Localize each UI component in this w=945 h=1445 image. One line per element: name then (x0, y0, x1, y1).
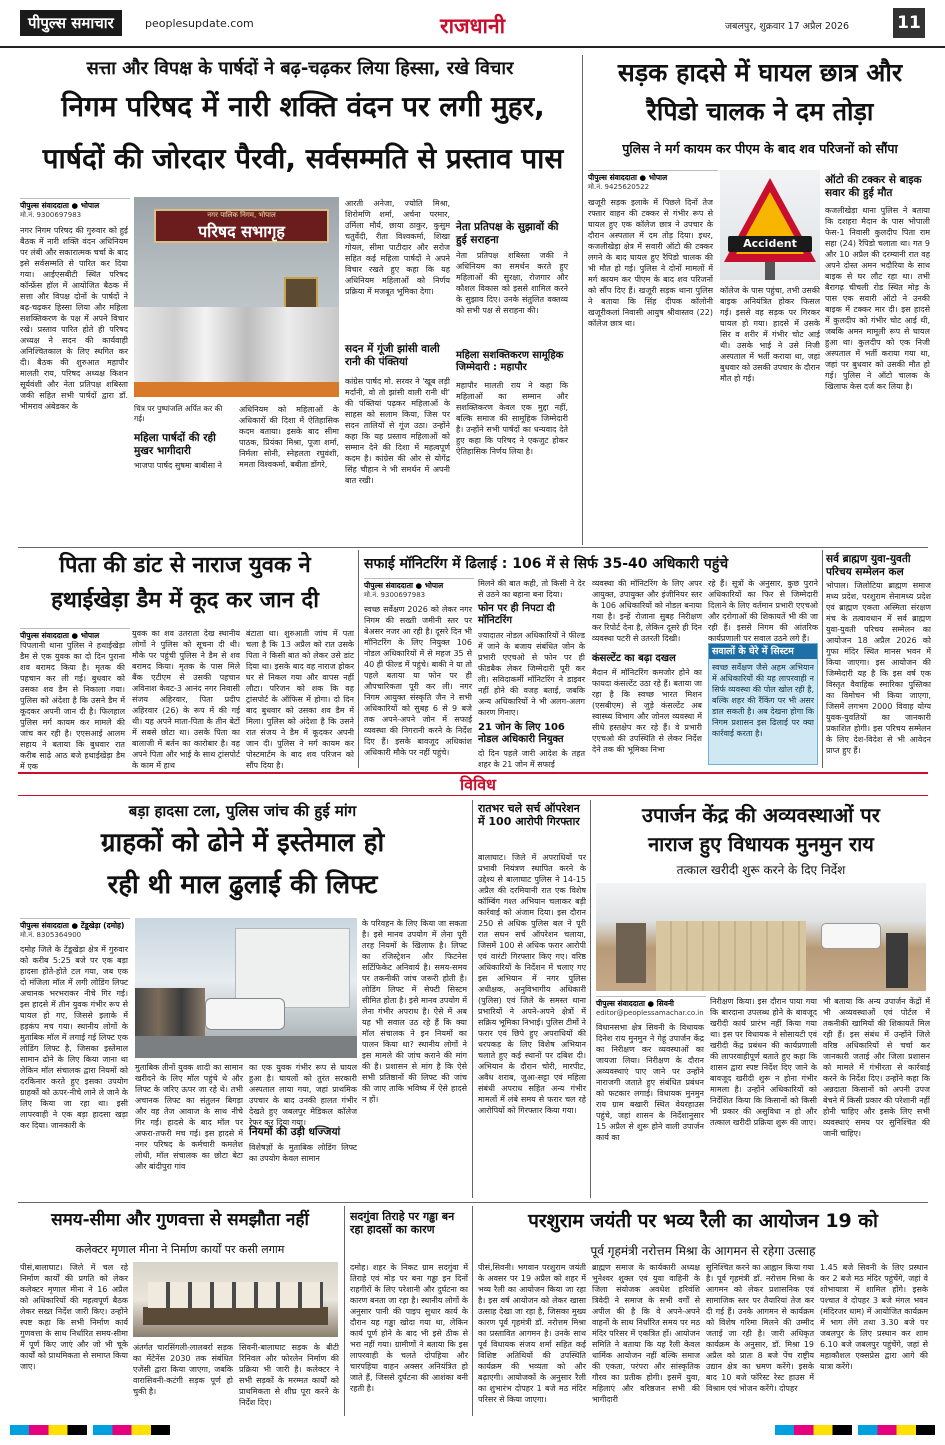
story1-column-3b: अधिनियम को महिलाओं के अधिकारों की दिशा में ऐतिहासिक कदम बताया। इसके बाद सीमा पाठक, प्रियंका मिश्रा, पूजा शर्मा, निर्मला सोनी, स्नेहलता रघुवंशी, ममता विश्वकर्मा, बबीता डोंगरे, (239, 405, 339, 469)
story11-column-3: सुनिश्चित करने का आह्वान किया गया है। पूर्व गृहमंत्री डॉ. नरोत्तम मिश्रा के आगमन को लेकर प्रशासनिक एवं सामाजिक स्तर पर तैयारियां तेज कर दी गई हैं। उनके आगमन से कार्यक्रम को विशेष गरिमा मिलने की उम्मीद जताई जा रही है। जारी अधिकृत कार्यक्रम के अनुसार, डॉ. मिश्रा 19 अप्रैल को प्रातः 8 बजे पेंच राष्ट्रीय उद्यान क्षेत्र का भ्रमण करेंगे। इसके बाद 10 बजे फॉरेस्ट रेस्ट हाउस में विश्राम एवं भोजन करेंगे। दोपहर (706, 1263, 814, 1393)
section2-band (18, 772, 928, 796)
story4-column-3: व्यवस्था की मॉनिटरिंग के लिए अपर आयुक्त, उपायुक्त और इंजीनियर स्तर के 106 अधिकारियों को नोडल बनाया गया है। इन्हें रोजाना सुबह निरीक्षण कर रिपोर्ट देना है, लेकिन दूसरे ही दिन व्यवस्था पटरी से उतरती दिखी। (592, 579, 702, 643)
story6-kicker: बड़ा हादसा टला, पुलिस जांच की हुई मांग (128, 802, 357, 820)
story7-headline: रातभर चले सर्च ऑपरेशन में 100 आरोपी गिरफ्तार (478, 802, 580, 829)
story8-email[interactable]: editor@peoplessamachar.co.in (596, 1009, 704, 1017)
horizontal-rule-2 (18, 1202, 928, 1203)
website-link[interactable]: peoplesupdate.com (145, 17, 254, 30)
story1-subhead-4: महिला सशक्तिकरण सामूहिक जिम्मेदारी : महापौर (456, 350, 564, 373)
story6-column-3: का एक युवक गंभीर रूप से घायल हुआ है। घायलों को तुरंत सरकारी अस्पताल लाया गया, जहां प्राथमिक उपचार के बाद उनकी हालत गंभीर देखते हुए जबलपुर मेडिकल कॉलेज रेफर कर दिया गया। (249, 1063, 357, 1127)
story4-box (708, 643, 818, 765)
column-divider-3 (822, 550, 823, 768)
council-sign-top: नगर पालिक निगम, भोपाल (207, 211, 276, 219)
council-sign-text: परिषद सभागृह (198, 222, 285, 241)
story1-subhead-3: नेता प्रतिपक्ष के सुझावों की हुई सराहना (456, 221, 559, 246)
story1-column-5: नेता प्रतिपक्ष शबिस्ता जकी ने अधिनियम का समर्थन करते हुए महिलाओं की सुरक्षा, रोजगार और कौशल विकास को इससे शामिल करने के सुझाव दिए। उनके संतुलित वक्तव्य को सभी पक्ष से सराहना की। (456, 251, 568, 315)
story4-byline: पीपुल्स संवाददाता ● भोपाल (364, 578, 474, 591)
section2-label: विविध (460, 775, 496, 794)
story3-headline-line1: पिता की डांट से नाराज युवक ने (59, 553, 311, 578)
story3-column-2: युवक का शव उतराता देख स्थानीय लोगों ने पुलिस को सूचना दी थी। मौके पर पहुंची पुलिस ने डैम से शव बरामद किया। मृतक के पास मिले बैंक एटीएम से उसकी पहचान अविनाश केवट-3 आनंद नगर निवासी संजय अहिरवार, पिता प्रदीप अहिरवार (26) के रूप में की गई थी। यह अपने माता-पिता के तीन बेटों में सबसे छोटा था। उसके पिता का बालाजी में बर्तन का कारोबार है। वह अपने पिता और भाई के साथ ट्रांसपोर्ट के काम में हाथ (132, 629, 240, 770)
white-car (205, 998, 285, 1030)
story2-headline-line2: रैपिडो चालक ने दम तोड़ा (646, 97, 874, 126)
story2-deck: पुलिस ने मर्ग कायम कर पीएम के बाद शव परिजनों को सौंपा (622, 141, 898, 156)
horizontal-rule-1 (18, 547, 928, 548)
story9-headline: समय-सीमा और गुणवत्ता से समझौता नहीं (51, 1210, 309, 1230)
story8-deck: तत्काल खरीदी शुरू करने के दिए निर्देश (676, 863, 846, 877)
story2-byline: पीपुल्स संवाददाता ● भोपाल (588, 170, 718, 183)
column-divider-7 (472, 1206, 473, 1416)
story1-headline-line1: निगम परिषद में नारी शक्ति वंदन पर लगी मुहर, (61, 90, 545, 123)
wheat-sacks (656, 921, 806, 991)
accident-sign-text: Accident (743, 237, 797, 250)
story6-subhead: नियमों की उड़ी धज्जियां (249, 1126, 341, 1138)
story4-box-headline: सवालों के घेरे में सिस्टम (709, 644, 817, 659)
column-divider-2 (358, 550, 359, 768)
story8-column-3: भी बताया कि अन्य उपार्जन केंद्रों में भी अव्यवस्थाओं एवं पोर्टल में तकनीकी खामियों की शिकायतें मिल रही हैं। इस संबंध में उन्होंने जिले वरिष्ठ अधिकारियों से चर्चा कर जानकारी जताई और जिला प्रशासन को मामले में गंभीरता से कार्रवाई करने के निर्देश दिए। उन्होंने कहा कि अन्नदाता किसानों को अपनी उपज बेचने में किसी प्रकार की परेशानी नहीं होनी चाहिए और इसके लिए सभी व्यवस्थाएं समय पर सुनिश्चित की जानी चाहिए। (823, 997, 930, 1138)
story9-text: पीसं,बालाघाट। जिले में चल रहे निर्माण कार्यों की प्रगति को लेकर कलेक्टर मृणाल मीना ने 16 अप्रैल को अधिकारियों की महत्वपूर्ण बैठक लेकर सख्त निर्देश जारी किए। उन्होंने स्पष्ट कहा कि सभी निर्माण कार्य गुणवत्ता के साथ निर्धारित समय-सीमा में पूर्ण किए जाएं और जो भी चूके कार्यों को प्राथमिकता से समाप्त किया जाए। (20, 1263, 128, 1371)
council-sign (154, 209, 329, 243)
flower-garlands (134, 382, 339, 397)
column-divider (582, 55, 583, 545)
people-inspecting (616, 923, 646, 983)
story1-column-2b: भाजपा पार्षद सुषमा बाबीसा ने (134, 461, 222, 470)
story10-text: दमोह। शहर के निकट ग्राम सदगुंवा में तिराहे एवं मोड़ पर बना गड्ढा इन दिनों राहगीरों के लिए परेशानी और दुर्घटना का कारण बनता जा रहा है। स्थानीय लोगों के अनुसार पानी की पाइप सुधार कार्य के दौरान यह गड्ढा खोदा गया था, लेकिन कार्य पूर्ण होने के बाद भी इसे ठीक से भरा नहीं गया। ग्रामीणों ने बताया कि इस लापरवाही के चलते दोपहिया और चारपहिया वाहन अक्सर अनियंत्रित हो जाते हैं, जिससे दुर्घटना की आशंका बनी रहती है। (350, 1263, 468, 1393)
story1-subhead-2: सदन में गूंजी झांसी वाली रानी की पंक्तियां (345, 343, 440, 368)
accident-sign-photo (720, 170, 820, 280)
mall-lift-photo (135, 918, 357, 1058)
story4-column-3b: मैदान में मॉनिटरिंग कमजोर होने का फायदा कंसल्टेंट उठा रहे हैं। बताया जा रहा है कि स्वच्छ भारत मिशन (एसबीएम) से जुड़े कंसल्टेंट अब स्वास्थ्य विभाग और जोनल व्यवस्था में सीधे हस्तक्षेप कर रहे हैं। वे प्रभारी एएचओ की उपस्थिति से लेकर निर्देश देने तक की भूमिका निभा (592, 668, 702, 754)
story5-text: भोपाल। जिलोटिया ब्राह्मण समाज मध्य प्रदेश, परशुराम सेनामध्य प्रदेश एवं ब्राह्मण एकता अस्मिता संरक्षण मंच के तत्वावधान में सर्व ब्राह्मण युवा-युवती परिचय सम्मेलन का आयोजन 18 अप्रैल 2026 को गुफा मंदिर स्थित मानस भवन में किया जाएगा। इस आयोजन की जिम्मेदारी यह है कि इस वर्ष एक विस्तृत वैवाहिक स्मारिका पुस्तिका का विमोचन भी किया जाएगा, जिसमें लगभग 2000 विवाह योग्य युवक-युवतियों का जानकारी प्रकाशित होगी। इस परिचय सम्मेलन के लिए देश-विदेश से भी आवेदन प्राप्त हुए हैं। (826, 581, 931, 755)
story6-column-3b: विशेषज्ञों के मुताबिक लोडिंग लिफ्ट का उपयोग केवल सामान (249, 1143, 357, 1163)
story4-column-2c: दो दिन पहले जारी आदेश के तहत शहर के 21 जोन में सफाई (478, 749, 585, 769)
story1-subhead-1: महिला पार्षदों की रही मुखर भागीदारी (134, 432, 216, 457)
story2-column-1: खजूरी सड़क इलाके में पिछले दिनों तेज रफ्तार वाहन की टक्कर से गंभीर रूप से घायल हुए एक कॉलेज छात्र ने उपचार के दौरान अस्पताल में दम तोड़ दिया। इधर, कजलीखेड़ा क्षेत्र में सवारी ऑटो की टक्कर लगने के बाद घायल हुए रैपिडो चालक की भी मौत हो गई। पुलिस ने दोनों मामलों में मर्ग कायम कर पीएम के बाद शव परिजनों को सौंप दिए हैं। खजूरी सड़क थाना पुलिस ने बताया कि सिंह दीपक कॉलोनी खजूरीकलां निवासी आयुष श्रीवास्तव (22) कॉलेज छात्र था। (588, 198, 713, 328)
story4-column-2b: ज्यादातर नोडल अधिकारियों ने फील्ड में जाने के बजाय संबंधित जोन के प्रभारी एएचओ से फोन पर ही फीडबैक लेकर जिम्मेदारी पूरी कर ली। सविदाकर्मी मॉनिटरिंग ने डाइवर नहीं होने की वजह बताई, जबकि अन्य अधिकारियों ने भी अलग-अलग कारण गिनाए। (478, 631, 585, 717)
story1-mobile: मो.नं. 9300697983 (20, 211, 82, 219)
story4-box-text: स्वच्छ सर्वेक्षण जैसे अहम अभियान में अधिकारियों की यह लापरवाही न सिर्फ व्यवस्था की पोल खोल रही है, बल्कि शहर की रैंकिंग पर भी असर डाल सकती है। अब देखना होगा कि निगम प्रशासन इस ढिलाई पर क्या कार्रवाई करता है। (712, 663, 814, 738)
masthead-logo (20, 10, 122, 36)
story4-headline: सफाई मॉनिटरिंग में ढिलाई : 106 में से सिर्फ 35-40 अधिकारी पहुंचे (364, 556, 729, 572)
story11-headline: परशुराम जयंती पर भव्य रैली का आयोजन 19 को (528, 1210, 878, 1232)
story11-column-1: पीसं,सिवनी। भगवान परशुराम जयंती के अवसर पर 19 अप्रैल को शहर में भव्य रैली का आयोजन किया जा रहा है। इस वर्ष आयोजन को लेकर खासा उत्साह देखा जा रहा है, जिसका मुख्य कारण पूर्व गृहमंत्री डॉ. नरोत्तम मिश्रा का प्रस्तावित आगमन है। उनके साथ पूर्व विधायक संजय शर्मा सहित कई विशिष्ट अतिथियों की उपस्थिति कार्यक्रम की भव्यता को और बढ़ाएगी। आयोजकों के अनुसार रैली का शुभारंभ दोपहर 1 बजे मठ मंदिर परिसर से किया जाएगा। (478, 1263, 586, 1404)
story4-subhead-2: 21 जोन के लिए 106 नोडल अधिकारी नियुक्त (478, 722, 565, 745)
meeting-attendees (148, 1282, 323, 1308)
story4-column-4: रहे हैं। सूत्रों के अनुसार, कुछ पुराने अधिकारियों का फिर से जिम्मेदारी दिलाने के लिए वर्तमान प्रभारी एएचओ और दरोगाओं की शिकायतें भी की जा रही हैं। इससे निगम की आंतरिक कार्यप्रणाली पर सवाल उठने लगे हैं। (708, 579, 818, 643)
story8-headline-line1: उपार्जन केंद्र की अव्यवस्थाओं पर (642, 803, 880, 827)
story1-column-1: नगर निगम परिषद की गुरुवार को हुई बैठक में नारी शक्ति वंदन अधिनियम पर लंबी और सकारात्मक चर्चा के बाद इसे सर्वसम्मति से पारित कर दिया गया। आईएसबीटी स्थित परिषद कॉन्फ्रेंस हॉल में आयोजित बैठक में सत्ता और विपक्ष दोनों के पार्षदों ने बढ़-चढ़कर हिस्सा लिया और महिला सशक्तिकरण के पक्ष में अपने विचार रखे। प्रस्ताव पारित होते ही परिषद अध्यक्ष ने सदन की कार्यवाही अनिश्चितकाल के लिए स्थगित कर दी। बैठक की शुरुआत महापौर मालती राय, परिषद अध्यक्ष किशन सूर्यवंशी और नेता प्रतिपक्ष शबिस्ता जकी सहित सभी पार्षदों द्वारा डॉ. भीमराव अंबेडकर के (20, 226, 129, 411)
story9-deck: कलेक्टर मृणाल मीना ने निर्माण कार्यों पर कसी लगाम (75, 1243, 285, 1256)
story9-column-3: सिवनी-बालाघाट सड़क के बीटी रिनिवल और फोरलेन निर्माण की प्रक्रिया भी जारी है। कलेक्टर ने सभी सड़कों के मरम्मत कार्यों को प्राथमिकता से शीघ्र पूरा करने के निर्देश दिए। (239, 1343, 339, 1407)
warning-triangle-icon (720, 170, 820, 280)
page-number: 11 (893, 8, 925, 38)
meeting-table (143, 1307, 328, 1325)
registration-marks-left (10, 1425, 170, 1435)
story11-column-2: ब्राह्मण समाज के कार्यकारी अध्यक्ष भुनेश्वर शुक्ल एवं युवा वाहिनी के जिला संयोजक अवधेश हरिवंशि त्रिवेदी ने समाज के सभी वर्गों से अपील की है कि वे अपने-अपने वाहनों के साथ निर्धारित समय पर मठ मंदिर परिसर में एकत्रित हों। आयोजन समिति ने बताया कि यह रैली केवल धार्मिक आयोजन नहीं बल्कि समाज की एकता, परंपरा और सांस्कृतिक गौरव का प्रतीक होगी। इसमें युवा, महिलाएं और वरिष्ठजन सभी की भागीदारी (592, 1263, 700, 1404)
story4-mobile: मो.नं. 9300697983 (364, 591, 426, 599)
registration-marks-right (775, 1425, 935, 1435)
story4-column-1: स्वच्छ सर्वेक्षण 2026 को लेकर नगर निगम की सख्ती जमीनी स्तर पर बेअसर नजर आ रही है। दूसरे दिन भी मॉनिटरिंग के लिए नियुक्त 106 नोडल अधिकारियों में से महज 35 से 40 ही फील्ड में पहुंचे। बाकी ने या तो पहले बताया या फोन पर ही औपचारिकता पूरी कर ली। नगर निगम आयुक्त संस्कृति जैन ने सभी अधिकारियों को सुबह 6 से 9 बजे तक अपने-अपने जोन में सफाई व्यवस्था की निगरानी करने के निर्देश दिए हैं। इसके बावजूद अधिकांश अधिकारी मौके पर नहीं पहुंचे। (364, 605, 472, 757)
story2-mobile: मो.नं. 9425620522 (588, 183, 650, 191)
story3-column-1: पिपलानी थाना पुलिस ने हथाईखेड़ा डैम से एक युवक का दो दिन पुराना शव बरामद किया है। मृतक की पहचान कर ली गई। बुधवार को उसका शव डैम से निकाला गया। पुलिस को अंदेशा है कि उसने डैम में कूदकर अपनी जान दी है। फिलहाल पुलिस मर्ग कायम कर मामले की जांच कर रही है। एएसआई आलम सहाय ने बताया कि बुधवार रात करीब साढ़े आठ बजे हथाईखेड़ा डैम में एक (20, 641, 125, 771)
story6-mobile: मो.नं. 8305364900 (20, 931, 82, 939)
story3-byline: पीपुल्स संवाददाता ● भोपाल (20, 628, 130, 641)
story1-kicker: सत्ता और विपक्ष के पार्षदों ने बढ़-चढ़कर लिया हिस्सा, रखे विचार (86, 58, 514, 79)
story9-column-2: अंतर्गत चारसिंगली-लालबर्रा सड़क का मेंटेनेंस 2030 तक संबंधित एजेंसी द्वारा किया जाएगा, जबकि वारासिवनी-कटंगी सड़क पूर्ण हो चुकी है। (133, 1343, 233, 1396)
dateline: जबलपुर, शुक्रवार 17 अप्रैल 2026 (725, 21, 850, 32)
story8-headline-line2: नाराज हुए विधायक मुनमुन राय (648, 832, 874, 856)
column-divider-4 (472, 800, 473, 1198)
column-divider-6 (344, 1206, 345, 1416)
brand-name: पीपुल्स समाचार (28, 14, 114, 32)
story11-column-4: 1.45 बजे सिवनी के लिए प्रस्थान कर 2 बजे मठ मंदिर पहुंचेंगे, जहां वे शोभायात्रा में शामिल होंगे। इसके पश्चात वे दोपहर 3 बजे मंगल भवन (मंदिरजर धाम) में आयोजित कार्यक्रम में भाग लेंगे तथा 3.30 बजे पर जबलपुर के लिए प्रस्थान कर शाम 6.10 बजे जबलपुर पहुंचेंगे, जहां से महाकौशल एक्सप्रेस द्वारा आगे की यात्रा करेंगे। (820, 1263, 928, 1371)
person-right (886, 933, 908, 988)
masthead (0, 0, 945, 48)
meeting-photo (133, 1262, 338, 1337)
story5-headline: सर्व ब्राह्मण युवा-युवती परिचय सम्मेलन कल (826, 553, 911, 578)
road (135, 1036, 357, 1058)
story4-subhead-1: फोन पर ही निपटा दी मॉनिटरिंग (478, 603, 555, 626)
story3-headline-line2: हथाईखेड़ा डैम में कूद कर जान दी (51, 588, 319, 613)
story7-text: बालाघाट। जिले में अपराधियों पर प्रभावी नियंत्रण स्थापित करने के उद्देश्य से बालाघाट पुलिस ने 14-15 अप्रैल की दरमियानी रात एक विशेष कॉम्बिंग गश्त अभियान चलाकर बड़ी कार्रवाई को अंजाम दिया। इस दौरान 250 से अधिक पुलिस बल ने पूरी रात सघन सर्च ऑपरेशन चलाया, जिसमें 100 से अधिक फरार आरोपी एवं वारंटी गिरफ्तार किए गए। वरिष्ठ अधिकारियों के निर्देशन में चलाए गए इस अभियान में नगर पुलिस अधीक्षक, अनुविभागीय अधिकारी (पुलिस) एवं जिले के समस्त थाना प्रभारियों ने अपने-अपने क्षेत्रों में सक्रिय भूमिका निभाई। पुलिस टीमों ने फरार एवं छिपे हुए अपराधियों की धरपकड़ के लिए विशेष अभियान चलाते हुए कई स्थानों पर दबिश दी। अभियान के दौरान चोरी, मारपीट, अवैध शराब, जुआ-सट्टा एवं महिला संबंधी अपराध सहित अन्य गंभीर मामलों में लंबे समय से फरार चल रहे आरोपियों को गिरफ्तार किया गया। (478, 853, 586, 1115)
story6-column-1: दमोह जिले के टेंडूखेड़ा क्षेत्र में गुरुवार को करीब 5:25 बजे पर एक बड़ा हादसा होते-होते टल गया, जब एक दो मंजिला मॉल में लगी लोडिंग लिफ्ट अचानक भरभराकर नीचे गिर गई। इस हादसे में तीन युवक गंभीर रूप से घायल हो गए, जिससे इलाके में हड़कंप मच गया। स्थानीय लोगों के मुताबिक मॉल में लगाई गई लिफ्ट एक लोडिंग लिफ्ट है, जिसका इस्तेमाल सामान ढोने के लिए किया जाना था लेकिन मॉल संचालक द्वारा नियमों को दरकिनार करते हुए इसका उपयोग ग्राहकों को ऊपर-नीचे लाने ले जाने के लिए किया जा रहा था। इसी लापरवाही ने एक बड़ा हादसा खड़ा कर दिया। जानकारी के (20, 945, 128, 1130)
story1-photo (134, 197, 339, 397)
story1-column-3: आरती अनेजा, ज्योति मिश्रा, शिरोमणि शर्मा, अर्चना परमार, उर्मिला मौर्य, छाया ठाकुर, कुसुम चतुर्वेदी, रीता विश्वकर्मा, शिखा गोयल, सीमा पाटीदार और सरोज सहित कई महिला पार्षदों ने अपने विचार रखते हुए कहा कि यह अधिनियम महिलाओं को निर्णय प्रक्रिया में मजबूत भूमिका देगा। (345, 199, 450, 296)
story8-column-1: विधानसभा क्षेत्र सिवनी के विधायक दिनेश राय मुनमुन ने गेहूं उपार्जन केंद्र का निरीक्षण कर व्यवस्थाओं का जायजा लिया। निरीक्षण के दौरान अव्यवस्थाएं पाए जाने पर उन्होंने नाराजगी जताते हुए संबंधित प्रबंधन को फटकार लगाई। विधायक मुनमुन राय ग्राम बखारी स्थित वेयरहाउस पहुंचे, जहां शासन के निर्देशानुसार 15 अप्रैल से शुरू होने वाली उपार्जन कार्य का (596, 1023, 704, 1142)
story4-subhead-3: कंसल्टेंट का बढ़ा दखल (592, 653, 676, 664)
story6-column-2: मुताबिक तीनों युवक शादी का सामान खरीदने के लिए मॉल पहुंचे थे और लिफ्ट के जरिए ऊपर जा रहे थे। तभी अचानक लिफ्ट का संतुलन बिगड़ा और वह तेज आवाज के साथ नीचे गिर गई। हादसे के बाद मॉल पर अफरा-तफरी मच गई। इस हादसे में नगर परिषद के कर्मचारी कमलेश लोधी, मॉल संचालक का छोटा बेटा और बांदीपुरा गांव (135, 1063, 243, 1171)
section-label: राजधानी (440, 14, 506, 38)
story8-column-2: निरीक्षण किया। इस दौरान पाया गया कि बारदाना उपलब्ध होने के बावजूद खरीदी कार्य प्रारंभ नहीं किया गया था। इस पर विधायक ने सोसायटी एवं खरीदी केंद्र प्रबंधन की कार्यप्रणाली की लापरवाहीपूर्ण बताते हुए कहा कि शासन द्वारा स्पष्ट निर्देश दिए जाने के बावजूद खरीदी शुरू न होना गंभीर मामला है। उन्होंने अधिकारियों को निर्देशित किया कि किसानों को किसी भी प्रकार की असुविधा न हो और तत्काल खरीदी प्रक्रिया शुरू की जाए। (710, 997, 817, 1127)
story2-column-2: कॉलेज के पास पहुंचा, तभी उसकी बाइक अनियंत्रित होकर फिसल गई। इससे वह सड़क पर गिरकर घायल हो गया। हादसे में उसके सिर व शरीर में गंभीर चोट आई थी। उसके भाई ने उसे निजी अस्पताल में भर्ती कराया था, जहां बुधवार को उसकी उपचार के दौरान मौत हो गई। (720, 286, 820, 383)
white-suv (821, 923, 881, 949)
story1-photo-caption: चित्र पर पुष्पांजलि अर्पित कर की गई। (134, 404, 223, 423)
story6-headline-line2: रही थी माल ढुलाई की लिफ्ट (107, 870, 378, 900)
story6-byline: पीपुल्स संवाददाता ● टेंडूखेड़ा (दमोह) (20, 918, 130, 931)
story2-side-text: कजलीखेड़ा थाना पुलिस ने बताया कि दशहरा मैदान के पास भोपाली फेस-1 निवासी कुलदीप पिता राम सहा (24) रैपिडो चलाता था। गत 9 और 10 अप्रैल की दरम्यानी रात वह अपने दोस्त अमन भदौरिया के साथ बाइक से घर लौट रहा था। तभी बैरागढ़ चीचली रोड स्थित मोड़ के पास एक सवारी ऑटो ने उनकी बाइक में टक्कर मार दी। इस हादसे में कुलदीप को गंभीर चोट आई थी, जबकि अमन मामूली रूप से घायल हुआ था। कुलदीप को एक निजी अस्पताल में भर्ती कराया गया था, जहां पर बुधवार को उसकी मौत हो गई। पुलिस ने ऑटो चालक के खिलाफ केस दर्ज कर लिया है। (825, 206, 930, 391)
story8-byline: पीपुल्स संवाददाता ● सिवनी (596, 996, 706, 1009)
story11-deck: पूर्व गृहमंत्री नरोत्तम मिश्रा के आगमन से रहेगा उत्साह (590, 1244, 816, 1258)
story1-byline: पीपुल्स संवाददाता ● भोपाल (20, 198, 130, 211)
story2-headline-line1: सड़क हादसे में घायल छात्र और (617, 58, 903, 87)
story1-headline-line2: पार्षदों की जोरदार पैरवी, सर्वसम्मति से प्रस्ताव पास (42, 142, 564, 175)
mall-building (235, 928, 350, 1008)
story1-column-4: कांग्रेस पार्षद मो. सरवर ने 'खूब लड़ी मर्दानी, वो तो झांसी वाली रानी थी' की पंक्तियां पढ़कर महिलाओं के साहस को सलाम किया, जिस पर सदन तालियों से गूंज उठा। उन्होंने कहा कि यह प्रस्ताव महिलाओं को सम्मान देने की दिशा में महत्वपूर्ण कदम है। कांग्रेस की ओर से योगेंद्र सिंह चौहान ने भी समर्थन में अपनी बात रखी। (345, 377, 450, 485)
story10-headline: सदगुंवा तिराहे पर गड्ढा बन रहा हादसों का कारण (350, 1210, 455, 1237)
column-divider-5 (590, 800, 591, 1198)
procurement-centre-photo (596, 883, 926, 991)
story3-column-3: बंटाता था। शुरुआती जांच में पता चला है कि 13 अप्रैल को रात उसके पिता ने किसी बात को लेकर उसे डांट दिया था। इसके बाद वह नाराज होकर घर से निकल गया और वापस नहीं लौटा। परिजन को शक कि वह ट्रांसपोर्ट के ऑफिस में होगा। दो दिन बाद बुधवार को उसका शव डैम में मिला। पुलिस को अंदेशा है कि उसने रात संजय ने डैम में कूदकर अपनी जान दी। पुलिस ने मर्ग कायम कर पोस्टमार्टम के बाद शव परिजन को सौंप दिया है। (246, 629, 354, 770)
story4-column-2a: मिलने की बात कही, तो किसी ने देर से उठने का बहाना बना दिया। (478, 579, 585, 599)
story2-side-headline: ऑटो की टक्कर से बाइक सवार की हुई मौत (825, 174, 922, 199)
story6-column-4: के परिवहन के लिए किया जा सकता है। इसे मानव उपयोग में लेना पूरी तरह नियमों के खिलाफ है। लिफ्ट का रजिस्ट्रेशन और फिटनेस सर्टिफिकेट अनिवार्य है। समय-समय पर तकनीकी जांच जरूरी होती है। लोडिंग लिफ्ट में सेफ्टी सिस्टम सीमित होता है। इसे मानव उपयोग में लेना गंभीर अपराध है। ऐसे में अब यह भी सवाल उठ रहे हैं कि क्या मॉल संचालक ने इन नियमों का पालन किया था? स्थानीय लोगों ने इस मामले की जांच कराने की मांग की है। प्रशासन से मांग है कि ऐसे सभी प्रतिष्ठानों की लिफ्ट की जांच की जाए ताकि भविष्य में ऐसे हादसे न हों। (362, 919, 467, 1104)
story6-headline-line1: ग्राहकों को ढोने में इस्तेमाल हो (100, 828, 385, 858)
story1-column-5b: महापौर मालती राय ने कहा कि महिलाओं का सम्मान और सशक्तिकरण केवल एक मुद्दा नहीं, बल्कि समाज की सामूहिक जिम्मेदारी है। उन्होंने सभी पार्षदों का धन्यवाद देते हुए कहा कि परिषद ने एकजुट होकर ऐतिहासिक निर्णय लिया है। (456, 381, 568, 456)
